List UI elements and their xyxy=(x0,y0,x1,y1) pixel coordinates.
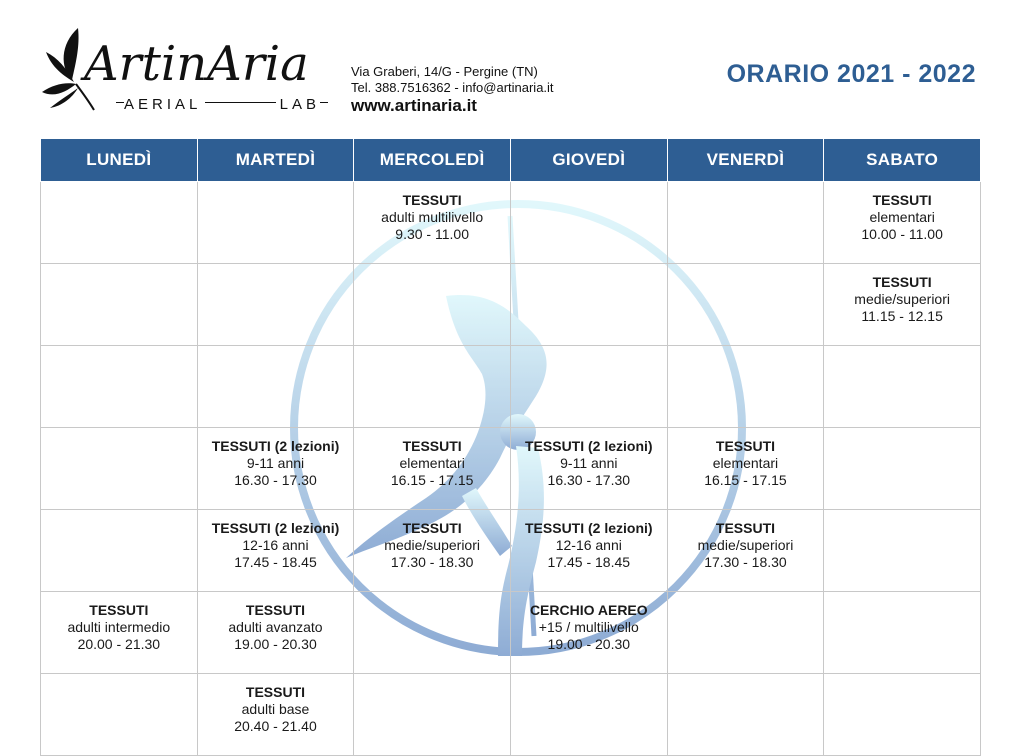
class-cell xyxy=(197,592,354,674)
empty-cell xyxy=(354,592,511,674)
class-name: TESSUTI xyxy=(402,438,462,454)
class-cell xyxy=(197,674,354,756)
class-name: TESSUTI xyxy=(402,520,462,536)
class-cell xyxy=(667,510,824,592)
class-time: 20.00 - 21.30 xyxy=(77,636,161,652)
page-header xyxy=(0,0,1024,138)
class-cell xyxy=(354,182,511,264)
empty-cell xyxy=(824,510,981,592)
schedule-table xyxy=(40,138,981,756)
class-time: 17.45 - 18.45 xyxy=(234,554,317,570)
class-level: 12-16 anni xyxy=(242,537,309,553)
class-level: 9-11 anni xyxy=(246,455,305,471)
empty-cell xyxy=(510,346,667,428)
class-time: 10.00 - 11.00 xyxy=(861,226,943,242)
logo-subtitle xyxy=(124,96,320,113)
class-cell xyxy=(354,510,511,592)
empty-cell xyxy=(41,264,198,346)
contact-website: www.artinaria.it xyxy=(351,96,477,115)
class-cell xyxy=(667,428,824,510)
class-name: TESSUTI xyxy=(715,520,776,536)
page-title: ORARIO 2021 - 2022 xyxy=(726,60,976,88)
class-time: 11.15 - 12.15 xyxy=(861,308,943,324)
contact-block xyxy=(351,64,554,116)
class-name: TESSUTI (2 lezioni) xyxy=(525,438,653,454)
class-time: 16.15 - 17.15 xyxy=(704,472,787,488)
logo-wordmark: ArtinAria xyxy=(84,36,309,92)
class-time: 20.40 - 21.40 xyxy=(234,718,317,734)
class-time: 17.45 - 18.45 xyxy=(547,554,631,570)
empty-cell xyxy=(510,182,667,264)
empty-cell xyxy=(354,346,511,428)
day-header: MARTEDÌ xyxy=(197,139,354,182)
class-time: 19.00 - 20.30 xyxy=(547,636,631,652)
class-time: 9.30 - 11.00 xyxy=(395,226,469,242)
empty-cell xyxy=(41,346,198,428)
class-name: TESSUTI xyxy=(402,192,462,208)
class-level: elementari xyxy=(712,455,779,471)
schedule-row xyxy=(41,264,981,346)
schedule-row xyxy=(41,674,981,756)
class-level: 12-16 anni xyxy=(555,537,622,553)
class-time: 16.30 - 17.30 xyxy=(234,472,317,488)
class-name: TESSUTI xyxy=(245,684,306,700)
class-name: TESSUTI xyxy=(245,602,306,618)
class-time: 17.30 - 18.30 xyxy=(704,554,787,570)
class-cell xyxy=(510,510,667,592)
day-header-row xyxy=(41,139,981,182)
empty-cell xyxy=(667,346,824,428)
class-cell xyxy=(824,264,981,346)
class-name: CERCHIO AEREO xyxy=(529,602,648,618)
empty-cell xyxy=(197,264,354,346)
class-cell xyxy=(197,510,354,592)
contact-phone-email: Tel. 388.7516362 - info@artinaria.it xyxy=(351,80,554,95)
empty-cell xyxy=(824,592,981,674)
empty-cell xyxy=(354,264,511,346)
class-cell xyxy=(41,592,198,674)
empty-cell xyxy=(667,592,824,674)
empty-cell xyxy=(197,346,354,428)
schedule-row xyxy=(41,510,981,592)
class-cell xyxy=(197,428,354,510)
class-level: adulti multilivello xyxy=(381,209,484,225)
empty-cell xyxy=(41,182,198,264)
empty-cell xyxy=(510,674,667,756)
class-level: adulti base xyxy=(241,701,310,717)
empty-cell xyxy=(41,674,198,756)
empty-cell xyxy=(354,674,511,756)
schedule-row xyxy=(41,428,981,510)
artinaria-logo xyxy=(38,22,320,122)
day-header: MERCOLEDÌ xyxy=(354,139,511,182)
schedule-table-container xyxy=(40,138,981,734)
contact-address: Via Graberi, 14/G - Pergine (TN) xyxy=(351,64,538,79)
empty-cell xyxy=(41,428,198,510)
class-level: 9-11 anni xyxy=(560,455,618,471)
day-header: LUNEDÌ xyxy=(41,139,198,182)
class-name: TESSUTI xyxy=(89,602,149,618)
logo-sub-left: AERIAL xyxy=(124,96,205,113)
empty-cell xyxy=(824,674,981,756)
class-level: elementari xyxy=(399,455,465,471)
class-name: TESSUTI (2 lezioni) xyxy=(211,438,340,454)
class-level: adulti intermedio xyxy=(67,619,171,635)
class-level: medie/superiori xyxy=(854,291,950,307)
class-level: +15 / multilivello xyxy=(538,619,639,635)
day-header: VENERDÌ xyxy=(667,139,824,182)
empty-cell xyxy=(667,674,824,756)
class-cell xyxy=(510,592,667,674)
empty-cell xyxy=(510,264,667,346)
class-time: 16.30 - 17.30 xyxy=(547,472,631,488)
class-time: 17.30 - 18.30 xyxy=(390,554,474,570)
class-time: 16.15 - 17.15 xyxy=(390,472,474,488)
class-time: 19.00 - 20.30 xyxy=(234,636,317,652)
class-name: TESSUTI xyxy=(872,192,932,208)
empty-cell xyxy=(197,182,354,264)
class-level: adulti avanzato xyxy=(228,619,323,635)
class-level: elementari xyxy=(869,209,935,225)
class-name: TESSUTI xyxy=(872,274,932,290)
empty-cell xyxy=(667,182,824,264)
class-level: medie/superiori xyxy=(384,537,480,553)
class-name: TESSUTI (2 lezioni) xyxy=(211,520,340,536)
class-cell xyxy=(824,182,981,264)
empty-cell xyxy=(824,428,981,510)
class-cell xyxy=(354,428,511,510)
schedule-row xyxy=(41,346,981,428)
empty-cell xyxy=(667,264,824,346)
day-header: SABATO xyxy=(824,139,981,182)
schedule-row xyxy=(41,592,981,674)
schedule-body xyxy=(41,182,981,756)
day-header: GIOVEDÌ xyxy=(510,139,667,182)
class-level: medie/superiori xyxy=(697,537,794,553)
logo-sub-right: LAB xyxy=(276,96,320,113)
class-name: TESSUTI (2 lezioni) xyxy=(525,520,653,536)
class-name: TESSUTI xyxy=(715,438,776,454)
schedule-row xyxy=(41,182,981,264)
empty-cell xyxy=(41,510,198,592)
empty-cell xyxy=(824,346,981,428)
class-cell xyxy=(510,428,667,510)
